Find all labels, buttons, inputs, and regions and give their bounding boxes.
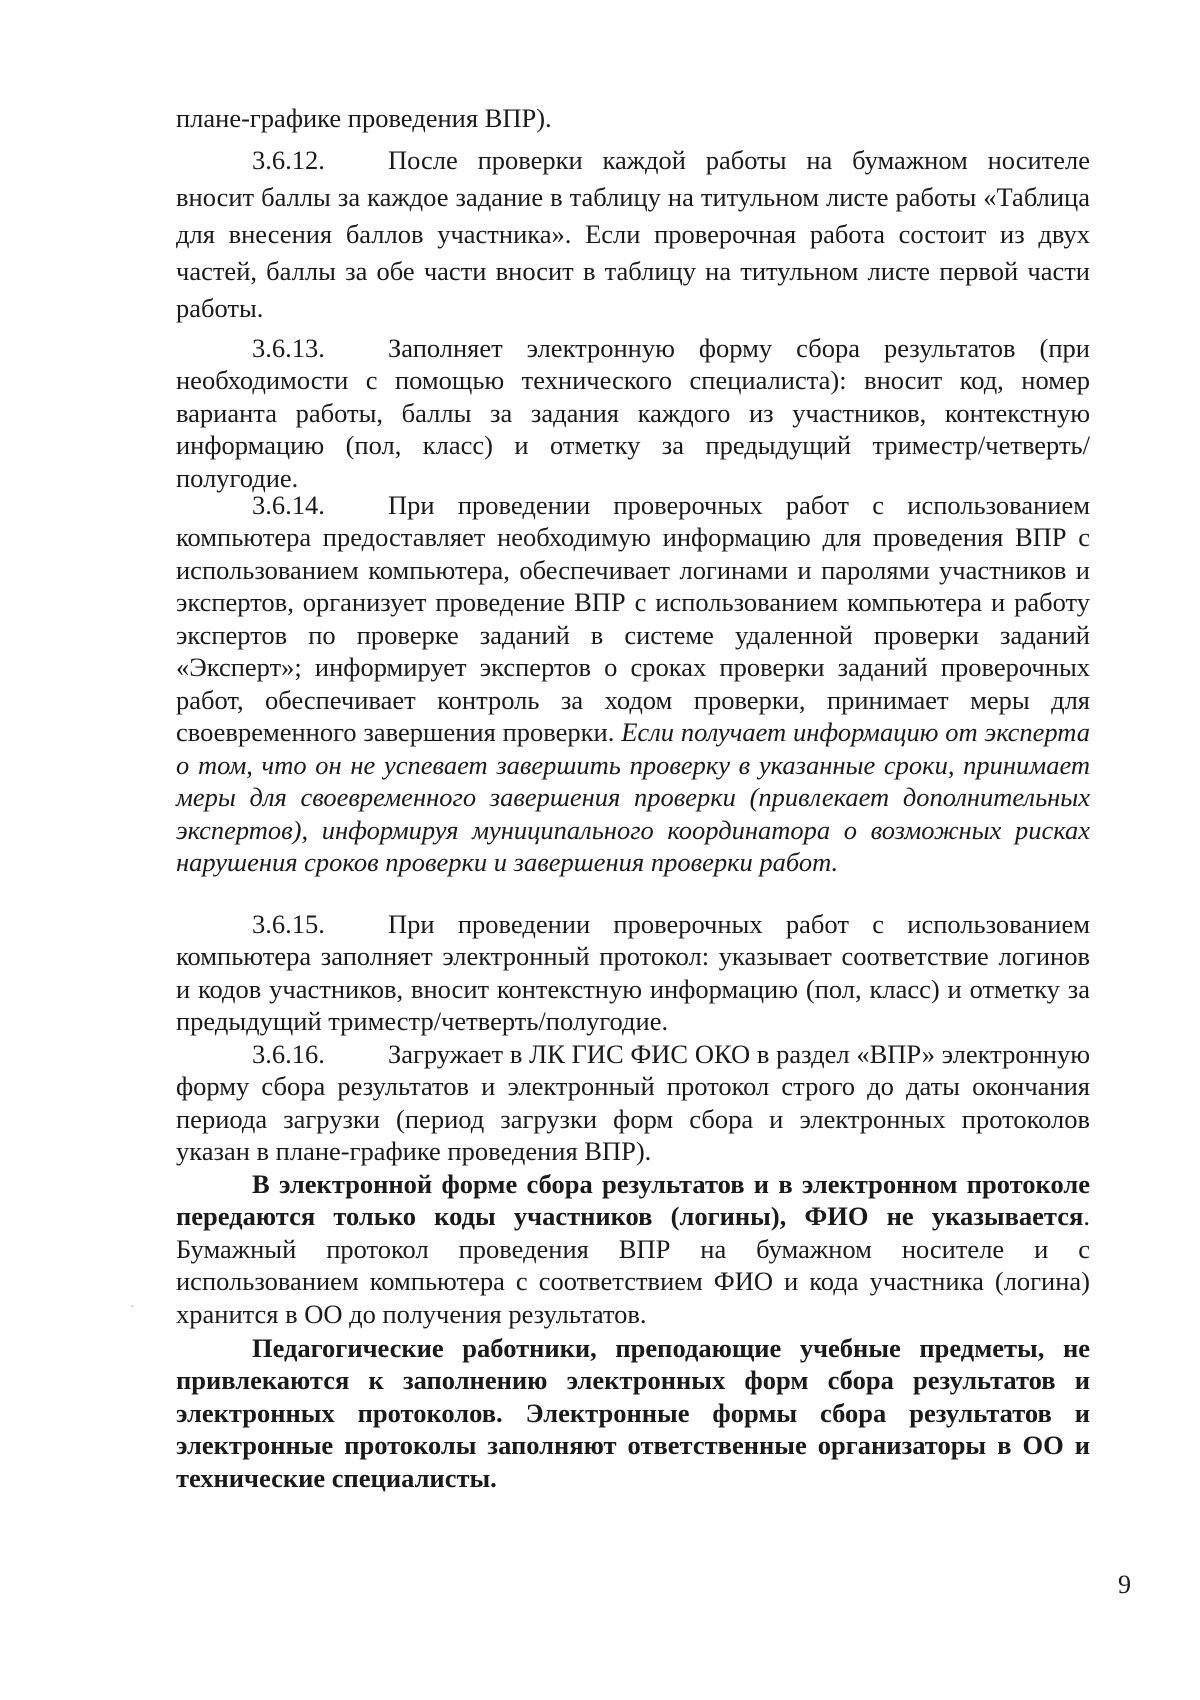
closing-bold-text: Педагогические работники, преподающие учебные предметы, не привлекаются к заполнению электронных форм сбора результатов и электронных протоколов. Электронные формы сбора результатов и электронные протоколы заполняют ответственные организаторы в ОО и технические специалисты. — [176, 1333, 1090, 1493]
notice-bold-text: В электронной форме сбора результатов и в электронном протоколе передаются только коды участников (логины), ФИО не указывается — [176, 1169, 1090, 1232]
notice-text: . Бумажный протокол проведения ВПР на бумажном носителе и с использованием компьютера с соответствием ФИО и кода участника (логина) хранится в ОО до получения результатов. — [176, 1201, 1090, 1329]
item-3-6-12 — [176, 142, 1090, 327]
item-3-6-13 — [176, 332, 1090, 494]
item-text: Заполняет электронную форму сбора результатов (при необходимости с помощью технического специалиста): вносит код, номер варианта работы, баллы за задания каждого из участников, контекстную информацию (пол, класс) и отметку за предыдущий триместр/четверть/полугодие. — [176, 333, 1090, 493]
item-3-6-14 — [176, 489, 1090, 878]
continuation-text: плане-графике проведения ВПР). — [176, 103, 552, 133]
item-3-6-16 — [176, 1038, 1090, 1168]
notice-paragraph — [176, 1168, 1090, 1330]
item-number: 3.6.13. — [252, 333, 325, 363]
item-3-6-15 — [176, 908, 1090, 1038]
margin-mark: · — [130, 1300, 135, 1315]
item-text: Загружает в ЛК ГИС ФИС ОКО в раздел «ВПР» электронную форму сбора результатов и электронный протокол строго до даты окончания периода загрузки (период загрузки форм сбора и электронных протоколов указан в плане-графике проведения ВПР). — [176, 1039, 1090, 1167]
item-text: После проверки каждой работы на бумажном носителе вносит баллы за каждое задание в таблицу на титульном листе работы «Таблица для внесения баллов участника». Если проверочная работа состоит из двух частей, баллы за обе части вносит в таблицу на титульном листе первой части работы. — [176, 145, 1090, 324]
item-text: При проведении проверочных работ с использованием компьютера предоставляет необходимую информацию для проведения ВПР с использованием компьютера, обеспечивает логинами и паролями участников и экспертов, организует проведение ВПР с использованием компьютера и работу экспертов по проверке заданий в системе удаленной проверки заданий «Эксперт»; информирует экспертов о сроках проверки заданий проверочных работ, обеспечивает контроль за ходом проверки, принимает меры для своевременного завершения проверки. — [176, 490, 1090, 748]
item-number: 3.6.16. — [252, 1039, 325, 1069]
item-italic-text: Если получает информацию от эксперта о том, что он не успевает завершить проверку в указанные сроки, принимает меры для своевременного завершения проверки (привлекает дополнительных экспертов), информируя муниципального координатора о возможных рисках нарушения сроков проверки и завершения проверки работ. — [176, 717, 1090, 877]
item-number: 3.6.12. — [252, 145, 325, 175]
closing-paragraph — [176, 1332, 1090, 1494]
item-number: 3.6.14. — [252, 490, 325, 520]
item-text: При проведении проверочных работ с использованием компьютера заполняет электронный протокол: указывает соответствие логинов и кодов участников, вносит контекстную информацию (пол, класс) и отметку за предыдущий триместр/четверть/полугодие. — [176, 909, 1090, 1037]
continuation-paragraph — [176, 102, 1090, 134]
page-number: 9 — [1118, 1570, 1131, 1599]
item-number: 3.6.15. — [252, 909, 325, 939]
